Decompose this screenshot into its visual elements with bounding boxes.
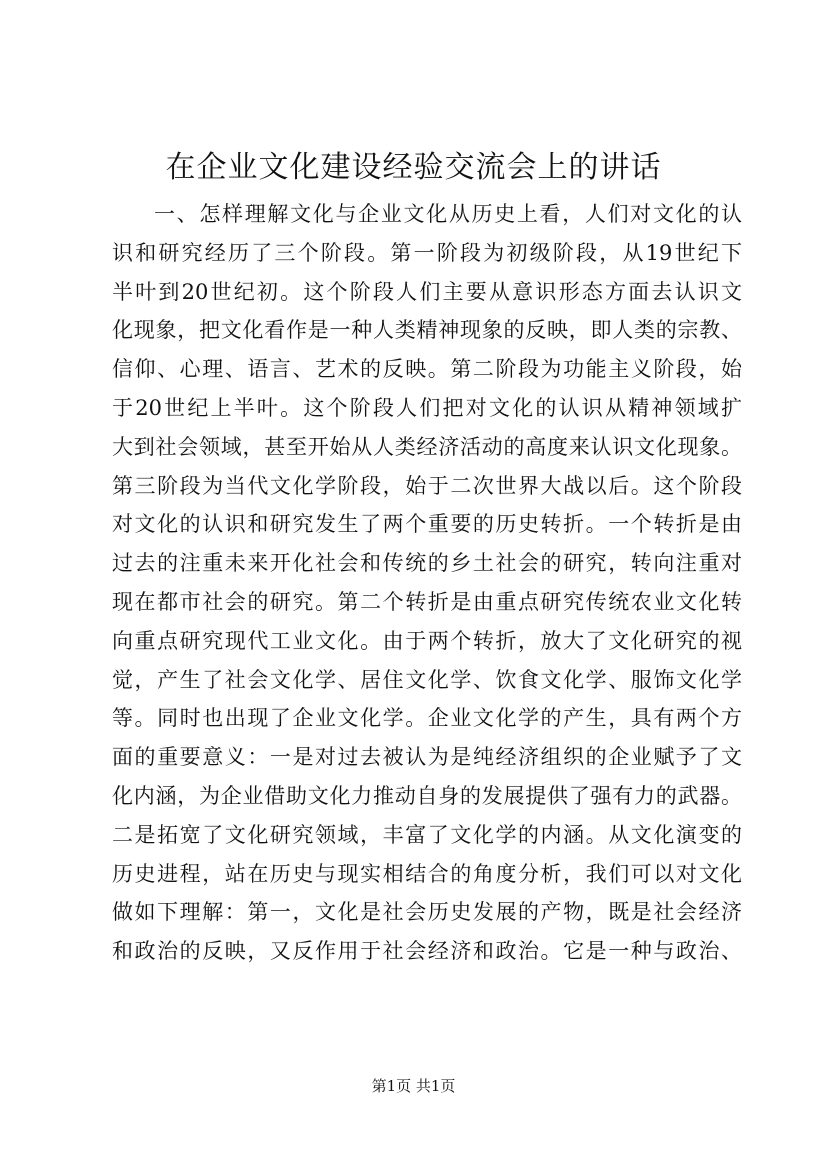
- text-line: 和政治的反映，又反作用于社会经济和政治。它是一种与政治、: [112, 939, 742, 964]
- text-line: 做如下理解：第一，文化是社会历史发展的产物，既是社会经济: [112, 900, 742, 925]
- text-line: 二是拓宽了文化研究领域，丰富了文化学的内涵。从文化演变的: [112, 822, 742, 847]
- text-line: 于20世纪上半叶。这个阶段人们把对文化的认识从精神领域扩: [112, 395, 742, 420]
- text-line: 化现象，把文化看作是一种人类精神现象的反映，即人类的宗教、: [112, 318, 742, 343]
- text-line: 现在都市社会的研究。第二个转折是由重点研究传统农业文化转: [112, 589, 742, 614]
- page-footer: 第1页 共1页: [371, 1077, 456, 1095]
- text-line: 面的重要意义：一是对过去被认为是纯经济组织的企业赋予了文: [112, 745, 742, 770]
- body-paragraph: [112, 195, 742, 971]
- text-line: 过去的注重未来开化社会和传统的乡土社会的研究，转向注重对: [112, 551, 742, 576]
- document-title: 在企业文化建设经验交流会上的讲话: [165, 150, 662, 185]
- text-line: 第三阶段为当代文化学阶段，始于二次世界大战以后。这个阶段: [112, 473, 742, 498]
- text-line: 一、怎样理解文化与企业文化从历史上看，人们对文化的认: [154, 202, 742, 226]
- text-line: 历史进程，站在历史与现实相结合的角度分析，我们可以对文化: [112, 861, 742, 886]
- text-line: 等。同时也出现了企业文化学。企业文化学的产生，具有两个方: [112, 706, 742, 731]
- text-line: 对文化的认识和研究发生了两个重要的历史转折。一个转折是由: [112, 512, 742, 537]
- text-line: 信仰、心理、语言、艺术的反映。第二阶段为功能主义阶段，始: [112, 357, 742, 382]
- text-line: 向重点研究现代工业文化。由于两个转折，放大了文化研究的视: [112, 628, 742, 653]
- text-line: 大到社会领域，甚至开始从人类经济活动的高度来认识文化现象。: [112, 434, 742, 459]
- text-line: 化内涵，为企业借助文化力推动自身的发展提供了强有力的武器。: [112, 783, 742, 808]
- text-line: 识和研究经历了三个阶段。第一阶段为初级阶段，从19世纪下: [112, 240, 742, 265]
- text-line: 觉，产生了社会文化学、居住文化学、饮食文化学、服饰文化学: [112, 667, 742, 692]
- text-line: 半叶到20世纪初。这个阶段人们主要从意识形态方面去认识文: [112, 279, 742, 304]
